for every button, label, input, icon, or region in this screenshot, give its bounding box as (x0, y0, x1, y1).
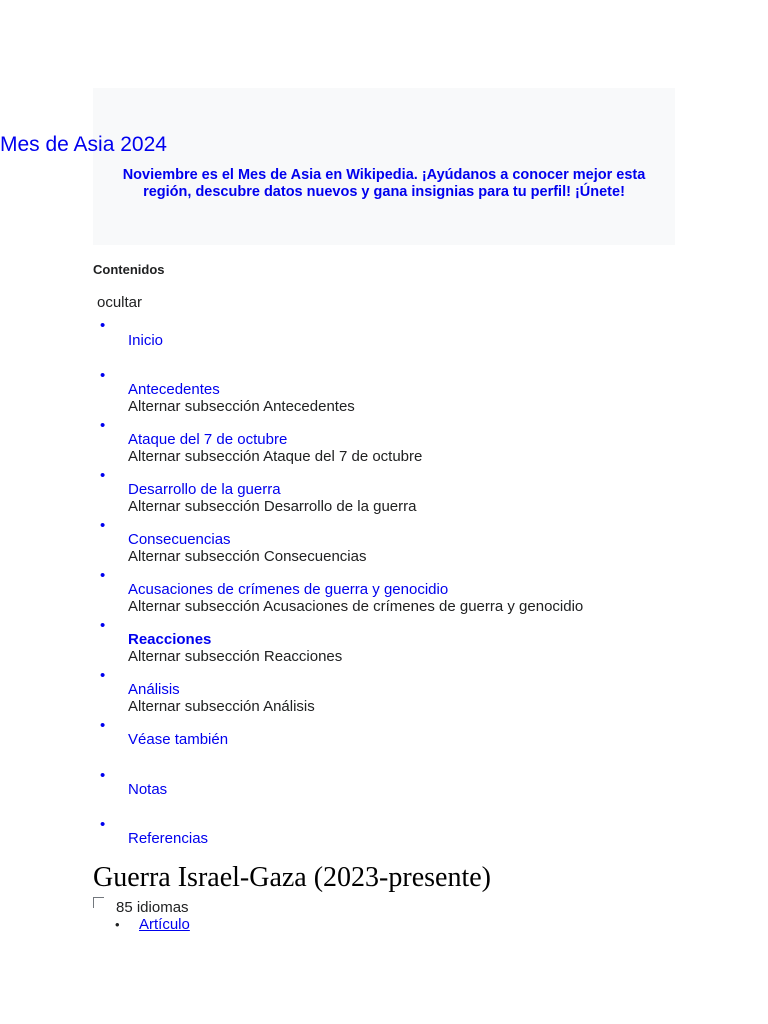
list-bullet: • (100, 317, 106, 334)
toc-heading: Contenidos (93, 262, 165, 277)
list-bullet: • (100, 717, 106, 734)
toc-link-reacciones[interactable]: Reacciones (128, 631, 212, 648)
page-title: Guerra Israel-Gaza (2023-presente) (93, 862, 491, 893)
list-bullet: • (100, 667, 106, 684)
list-bullet: • (100, 517, 106, 534)
toc-link-desarrollo[interactable]: Desarrollo de la guerra (128, 481, 281, 498)
toc-toggle-consecuencias[interactable]: Alternar subsección Consecuencias (128, 548, 367, 565)
banner-text[interactable]: Noviembre es el Mes de Asia en Wikipedia. ¡Ayúdanos a conocer mejor esta región, descubre datos nuevos y gana insignias para tu perfil! ¡Únete! (122, 167, 646, 200)
toc-link-notas[interactable]: Notas (128, 781, 168, 798)
list-bullet: • (100, 417, 106, 434)
list-bullet: • (100, 767, 106, 784)
language-checkbox[interactable] (93, 897, 104, 908)
list-bullet: • (115, 917, 120, 932)
toc-link-referencias[interactable]: Referencias (128, 830, 209, 847)
toc-toggle-reacciones[interactable]: Alternar subsección Reacciones (128, 648, 343, 665)
toc-link-vease[interactable]: Véase también (128, 731, 229, 748)
toc-link-acusaciones[interactable]: Acusaciones de crímenes de guerra y genocidio (128, 581, 449, 598)
toc-hide-toggle[interactable]: ocultar (97, 294, 143, 311)
language-count[interactable]: 85 idiomas (116, 899, 189, 916)
list-bullet: • (100, 467, 106, 484)
list-bullet: • (100, 617, 106, 634)
toc-link-consecuencias[interactable]: Consecuencias (128, 531, 231, 548)
toc-toggle-ataque[interactable]: Alternar subsección Ataque del 7 de octubre (128, 448, 423, 465)
list-bullet: • (100, 367, 106, 384)
toc-link-analisis[interactable]: Análisis (128, 681, 180, 698)
list-bullet: • (100, 816, 106, 833)
list-bullet: • (100, 567, 106, 584)
banner-title[interactable]: Mes de Asia 2024 (0, 133, 167, 156)
toc-link-ataque[interactable]: Ataque del 7 de octubre (128, 431, 288, 448)
toc-toggle-acusaciones[interactable]: Alternar subsección Acusaciones de crímenes de guerra y genocidio (128, 598, 584, 615)
toc-toggle-analisis[interactable]: Alternar subsección Análisis (128, 698, 315, 715)
toc-toggle-desarrollo[interactable]: Alternar subsección Desarrollo de la guerra (128, 498, 417, 515)
toc-link-antecedentes[interactable]: Antecedentes (128, 381, 220, 398)
toc-toggle-antecedentes[interactable]: Alternar subsección Antecedentes (128, 398, 355, 415)
tab-article[interactable]: Artículo (139, 916, 190, 933)
toc-link-inicio[interactable]: Inicio (128, 332, 164, 349)
